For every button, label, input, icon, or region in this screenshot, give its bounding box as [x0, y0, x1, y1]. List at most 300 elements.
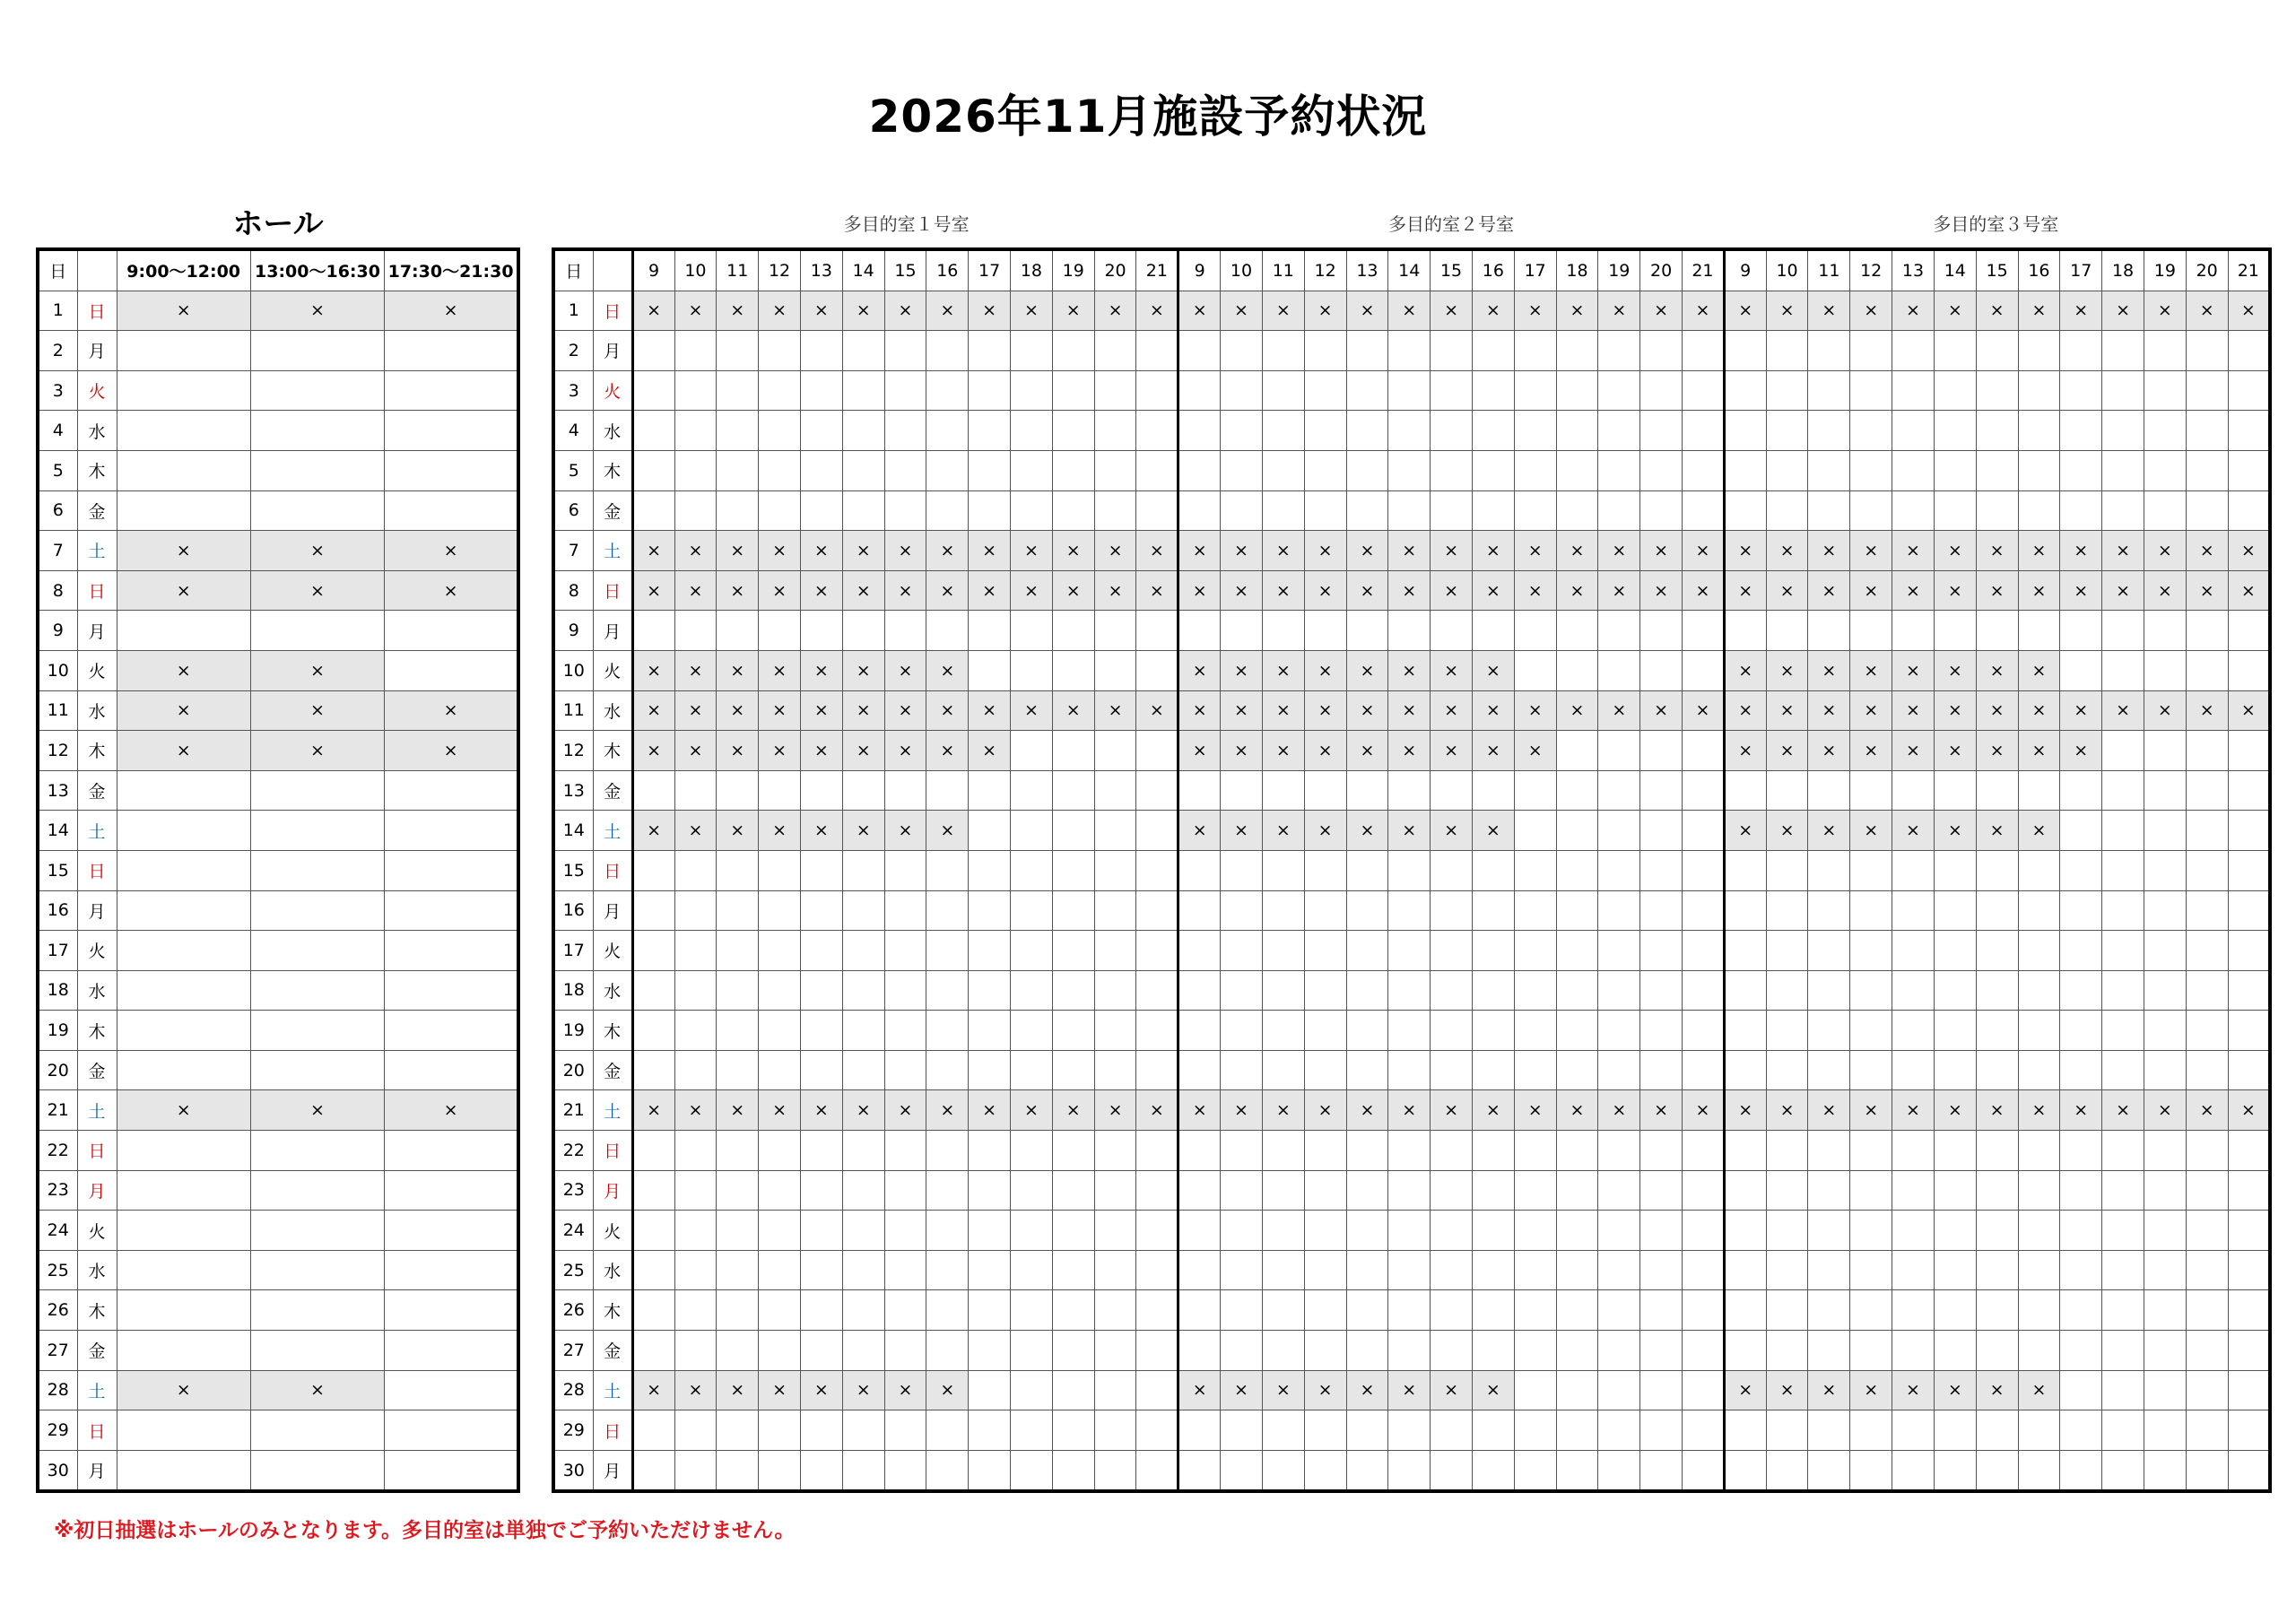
hall-slot-cell[interactable]	[385, 411, 518, 451]
room-hour-cell[interactable]: ×	[1178, 811, 1221, 851]
room-hour-cell[interactable]	[1136, 331, 1178, 371]
room-hour-cell[interactable]	[1724, 331, 1766, 371]
room-hour-cell[interactable]: ×	[800, 731, 842, 771]
hall-slot-cell[interactable]: ×	[250, 531, 384, 571]
room-hour-cell[interactable]	[1011, 611, 1053, 651]
room-hour-cell[interactable]	[1472, 1170, 1514, 1211]
room-hour-cell[interactable]	[2018, 1450, 2060, 1491]
room-hour-cell[interactable]	[2060, 1331, 2102, 1371]
room-hour-cell[interactable]	[800, 611, 842, 651]
room-hour-cell[interactable]	[1556, 450, 1598, 490]
room-hour-cell[interactable]	[1136, 731, 1178, 771]
room-hour-cell[interactable]	[1388, 850, 1431, 890]
room-hour-cell[interactable]	[1976, 370, 2018, 411]
room-hour-cell[interactable]	[1934, 331, 1976, 371]
room-hour-cell[interactable]	[1178, 1331, 1221, 1371]
room-hour-cell[interactable]	[674, 450, 717, 490]
hall-slot-cell[interactable]	[385, 1370, 518, 1410]
room-hour-cell[interactable]	[674, 331, 717, 371]
room-hour-cell[interactable]	[1976, 450, 2018, 490]
room-hour-cell[interactable]	[1892, 1170, 1935, 1211]
hall-slot-cell[interactable]	[250, 1450, 384, 1491]
room-hour-cell[interactable]	[2144, 1450, 2186, 1491]
room-hour-cell[interactable]: ×	[717, 731, 759, 771]
hall-slot-cell[interactable]: ×	[117, 650, 250, 690]
room-hour-cell[interactable]	[2102, 1050, 2144, 1090]
room-hour-cell[interactable]	[926, 450, 969, 490]
room-hour-cell[interactable]	[800, 1011, 842, 1051]
room-hour-cell[interactable]: ×	[1850, 1090, 1892, 1131]
room-hour-cell[interactable]	[674, 490, 717, 531]
room-hour-cell[interactable]	[926, 370, 969, 411]
room-hour-cell[interactable]	[717, 1290, 759, 1331]
room-hour-cell[interactable]	[2228, 1050, 2270, 1090]
room-hour-cell[interactable]	[1976, 770, 2018, 811]
room-hour-cell[interactable]: ×	[1136, 291, 1178, 331]
room-hour-cell[interactable]	[1766, 890, 1808, 931]
room-hour-cell[interactable]: ×	[1640, 1090, 1683, 1131]
room-hour-cell[interactable]	[2018, 850, 2060, 890]
hall-slot-cell[interactable]: ×	[385, 1090, 518, 1131]
room-hour-cell[interactable]	[674, 1250, 717, 1290]
room-hour-cell[interactable]	[1136, 1331, 1178, 1371]
hall-slot-cell[interactable]	[385, 1211, 518, 1251]
room-hour-cell[interactable]: ×	[1178, 690, 1221, 731]
room-hour-cell[interactable]	[1850, 370, 1892, 411]
room-hour-cell[interactable]	[2186, 1410, 2228, 1451]
room-hour-cell[interactable]: ×	[759, 531, 801, 571]
room-hour-cell[interactable]	[1598, 1011, 1640, 1051]
room-hour-cell[interactable]	[2144, 1170, 2186, 1211]
room-hour-cell[interactable]	[1683, 890, 1725, 931]
room-hour-cell[interactable]: ×	[1976, 690, 2018, 731]
room-hour-cell[interactable]	[2228, 931, 2270, 971]
room-hour-cell[interactable]	[1850, 450, 1892, 490]
room-hour-cell[interactable]	[1683, 1050, 1725, 1090]
room-hour-cell[interactable]	[1598, 1331, 1640, 1371]
room-hour-cell[interactable]: ×	[1934, 811, 1976, 851]
room-hour-cell[interactable]: ×	[1304, 811, 1346, 851]
room-hour-cell[interactable]	[800, 370, 842, 411]
room-hour-cell[interactable]	[1094, 770, 1136, 811]
room-hour-cell[interactable]	[1052, 931, 1094, 971]
room-hour-cell[interactable]: ×	[1388, 1370, 1431, 1410]
room-hour-cell[interactable]	[1262, 1170, 1304, 1211]
room-hour-cell[interactable]	[2144, 611, 2186, 651]
room-hour-cell[interactable]: ×	[1892, 1090, 1935, 1131]
room-hour-cell[interactable]	[632, 370, 674, 411]
room-hour-cell[interactable]: ×	[1808, 731, 1850, 771]
room-hour-cell[interactable]	[800, 490, 842, 531]
room-hour-cell[interactable]	[800, 450, 842, 490]
room-hour-cell[interactable]: ×	[2060, 1090, 2102, 1131]
room-hour-cell[interactable]: ×	[926, 731, 969, 771]
room-hour-cell[interactable]	[1683, 611, 1725, 651]
room-hour-cell[interactable]: ×	[1221, 650, 1263, 690]
room-hour-cell[interactable]	[2228, 1170, 2270, 1211]
room-hour-cell[interactable]	[969, 850, 1011, 890]
room-hour-cell[interactable]	[1136, 450, 1178, 490]
room-hour-cell[interactable]: ×	[717, 811, 759, 851]
room-hour-cell[interactable]	[969, 411, 1011, 451]
room-hour-cell[interactable]	[1556, 611, 1598, 651]
room-hour-cell[interactable]	[1011, 1011, 1053, 1051]
room-hour-cell[interactable]: ×	[717, 650, 759, 690]
room-hour-cell[interactable]	[1178, 1131, 1221, 1171]
room-hour-cell[interactable]	[1850, 1131, 1892, 1171]
room-hour-cell[interactable]	[674, 970, 717, 1011]
room-hour-cell[interactable]	[1934, 1050, 1976, 1090]
room-hour-cell[interactable]: ×	[1304, 291, 1346, 331]
room-hour-cell[interactable]	[1052, 370, 1094, 411]
hall-slot-cell[interactable]	[117, 1011, 250, 1051]
hall-slot-cell[interactable]	[385, 450, 518, 490]
room-hour-cell[interactable]	[1934, 1290, 1976, 1331]
room-hour-cell[interactable]	[1472, 931, 1514, 971]
room-hour-cell[interactable]	[1052, 970, 1094, 1011]
room-hour-cell[interactable]: ×	[800, 690, 842, 731]
room-hour-cell[interactable]	[1640, 850, 1683, 890]
room-hour-cell[interactable]: ×	[1766, 291, 1808, 331]
room-hour-cell[interactable]	[1892, 970, 1935, 1011]
room-hour-cell[interactable]	[1683, 1131, 1725, 1171]
room-hour-cell[interactable]: ×	[717, 570, 759, 611]
room-hour-cell[interactable]: ×	[1850, 811, 1892, 851]
room-hour-cell[interactable]	[2102, 890, 2144, 931]
room-hour-cell[interactable]	[2228, 370, 2270, 411]
room-hour-cell[interactable]	[2060, 811, 2102, 851]
hall-slot-cell[interactable]	[117, 1050, 250, 1090]
room-hour-cell[interactable]	[1598, 611, 1640, 651]
room-hour-cell[interactable]	[1221, 1011, 1263, 1051]
room-hour-cell[interactable]	[1304, 931, 1346, 971]
room-hour-cell[interactable]: ×	[1472, 1090, 1514, 1131]
room-hour-cell[interactable]	[1346, 1211, 1388, 1251]
room-hour-cell[interactable]: ×	[800, 650, 842, 690]
room-hour-cell[interactable]	[1178, 1410, 1221, 1451]
room-hour-cell[interactable]	[1640, 611, 1683, 651]
room-hour-cell[interactable]	[2144, 770, 2186, 811]
room-hour-cell[interactable]	[759, 1050, 801, 1090]
room-hour-cell[interactable]	[1934, 970, 1976, 1011]
room-hour-cell[interactable]: ×	[2186, 570, 2228, 611]
room-hour-cell[interactable]	[759, 450, 801, 490]
room-hour-cell[interactable]	[1598, 1211, 1640, 1251]
room-hour-cell[interactable]	[1892, 1211, 1935, 1251]
room-hour-cell[interactable]	[1640, 331, 1683, 371]
hall-slot-cell[interactable]: ×	[250, 1090, 384, 1131]
room-hour-cell[interactable]	[2186, 450, 2228, 490]
room-hour-cell[interactable]	[1892, 1250, 1935, 1290]
room-hour-cell[interactable]	[1431, 411, 1473, 451]
room-hour-cell[interactable]	[1094, 370, 1136, 411]
room-hour-cell[interactable]: ×	[1346, 1370, 1388, 1410]
room-hour-cell[interactable]: ×	[632, 531, 674, 571]
room-hour-cell[interactable]: ×	[1221, 570, 1263, 611]
room-hour-cell[interactable]	[1976, 1331, 2018, 1371]
room-hour-cell[interactable]	[1683, 370, 1725, 411]
hall-slot-cell[interactable]	[385, 931, 518, 971]
room-hour-cell[interactable]	[2018, 1410, 2060, 1451]
room-hour-cell[interactable]	[2102, 411, 2144, 451]
room-hour-cell[interactable]	[1514, 770, 1556, 811]
room-hour-cell[interactable]	[2186, 650, 2228, 690]
room-hour-cell[interactable]: ×	[1808, 811, 1850, 851]
room-hour-cell[interactable]	[2144, 331, 2186, 371]
room-hour-cell[interactable]	[1094, 731, 1136, 771]
room-hour-cell[interactable]	[800, 850, 842, 890]
room-hour-cell[interactable]	[759, 331, 801, 371]
room-hour-cell[interactable]: ×	[2102, 531, 2144, 571]
room-hour-cell[interactable]	[926, 1410, 969, 1451]
room-hour-cell[interactable]: ×	[632, 690, 674, 731]
room-hour-cell[interactable]	[1598, 650, 1640, 690]
room-hour-cell[interactable]	[2018, 1211, 2060, 1251]
room-hour-cell[interactable]	[2060, 1450, 2102, 1491]
room-hour-cell[interactable]	[1221, 1410, 1263, 1451]
room-hour-cell[interactable]	[884, 411, 926, 451]
room-hour-cell[interactable]	[1221, 611, 1263, 651]
room-hour-cell[interactable]	[1262, 490, 1304, 531]
room-hour-cell[interactable]	[2228, 1410, 2270, 1451]
room-hour-cell[interactable]	[1472, 1410, 1514, 1451]
room-hour-cell[interactable]	[884, 1250, 926, 1290]
room-hour-cell[interactable]	[1556, 1410, 1598, 1451]
room-hour-cell[interactable]	[1766, 331, 1808, 371]
room-hour-cell[interactable]: ×	[759, 570, 801, 611]
room-hour-cell[interactable]	[1388, 370, 1431, 411]
room-hour-cell[interactable]: ×	[674, 570, 717, 611]
hall-slot-cell[interactable]	[250, 931, 384, 971]
room-hour-cell[interactable]	[1052, 1011, 1094, 1051]
room-hour-cell[interactable]	[2144, 650, 2186, 690]
room-hour-cell[interactable]	[2060, 1250, 2102, 1290]
room-hour-cell[interactable]	[1472, 770, 1514, 811]
room-hour-cell[interactable]	[1556, 731, 1598, 771]
room-hour-cell[interactable]	[2102, 1170, 2144, 1211]
room-hour-cell[interactable]: ×	[2228, 690, 2270, 731]
room-hour-cell[interactable]	[1934, 1450, 1976, 1491]
room-hour-cell[interactable]	[1683, 650, 1725, 690]
room-hour-cell[interactable]	[2186, 890, 2228, 931]
room-hour-cell[interactable]	[1556, 811, 1598, 851]
room-hour-cell[interactable]	[1388, 970, 1431, 1011]
room-hour-cell[interactable]	[1262, 370, 1304, 411]
room-hour-cell[interactable]	[1556, 650, 1598, 690]
room-hour-cell[interactable]	[1724, 1050, 1766, 1090]
room-hour-cell[interactable]	[1304, 1211, 1346, 1251]
room-hour-cell[interactable]	[1431, 1131, 1473, 1171]
room-hour-cell[interactable]	[1388, 890, 1431, 931]
room-hour-cell[interactable]	[2018, 1131, 2060, 1171]
room-hour-cell[interactable]: ×	[2228, 570, 2270, 611]
room-hour-cell[interactable]: ×	[1052, 531, 1094, 571]
room-hour-cell[interactable]	[1766, 370, 1808, 411]
room-hour-cell[interactable]	[1178, 331, 1221, 371]
hall-slot-cell[interactable]	[117, 850, 250, 890]
hall-slot-cell[interactable]	[250, 1250, 384, 1290]
room-hour-cell[interactable]	[1094, 1170, 1136, 1211]
room-hour-cell[interactable]	[1052, 811, 1094, 851]
room-hour-cell[interactable]: ×	[800, 811, 842, 851]
room-hour-cell[interactable]	[969, 650, 1011, 690]
room-hour-cell[interactable]	[1136, 850, 1178, 890]
room-hour-cell[interactable]	[2060, 1131, 2102, 1171]
room-hour-cell[interactable]	[1766, 411, 1808, 451]
room-hour-cell[interactable]: ×	[1598, 690, 1640, 731]
room-hour-cell[interactable]: ×	[2018, 291, 2060, 331]
room-hour-cell[interactable]	[1094, 450, 1136, 490]
room-hour-cell[interactable]	[1304, 970, 1346, 1011]
room-hour-cell[interactable]	[1052, 1211, 1094, 1251]
room-hour-cell[interactable]	[1934, 1131, 1976, 1171]
room-hour-cell[interactable]: ×	[1850, 650, 1892, 690]
room-hour-cell[interactable]	[1262, 850, 1304, 890]
hall-slot-cell[interactable]	[385, 650, 518, 690]
room-hour-cell[interactable]: ×	[800, 1370, 842, 1410]
room-hour-cell[interactable]: ×	[926, 570, 969, 611]
room-hour-cell[interactable]	[1221, 331, 1263, 371]
room-hour-cell[interactable]	[1892, 890, 1935, 931]
room-hour-cell[interactable]	[2018, 1250, 2060, 1290]
hall-slot-cell[interactable]	[385, 890, 518, 931]
room-hour-cell[interactable]	[2228, 411, 2270, 451]
room-hour-cell[interactable]: ×	[1514, 690, 1556, 731]
hall-slot-cell[interactable]	[250, 850, 384, 890]
room-hour-cell[interactable]: ×	[1178, 731, 1221, 771]
room-hour-cell[interactable]	[1221, 1050, 1263, 1090]
room-hour-cell[interactable]	[1431, 1331, 1473, 1371]
room-hour-cell[interactable]	[1850, 850, 1892, 890]
room-hour-cell[interactable]	[1976, 331, 2018, 371]
room-hour-cell[interactable]	[1724, 1250, 1766, 1290]
room-hour-cell[interactable]	[926, 1450, 969, 1491]
room-hour-cell[interactable]	[1346, 611, 1388, 651]
room-hour-cell[interactable]: ×	[1556, 690, 1598, 731]
room-hour-cell[interactable]	[1304, 490, 1346, 531]
room-hour-cell[interactable]	[969, 770, 1011, 811]
room-hour-cell[interactable]	[1640, 370, 1683, 411]
room-hour-cell[interactable]	[842, 1211, 884, 1251]
room-hour-cell[interactable]: ×	[1850, 531, 1892, 571]
room-hour-cell[interactable]: ×	[969, 1090, 1011, 1131]
room-hour-cell[interactable]	[1766, 850, 1808, 890]
room-hour-cell[interactable]: ×	[1850, 690, 1892, 731]
room-hour-cell[interactable]	[2186, 1450, 2228, 1491]
room-hour-cell[interactable]	[1346, 1410, 1388, 1451]
room-hour-cell[interactable]	[2144, 1410, 2186, 1451]
room-hour-cell[interactable]	[759, 890, 801, 931]
room-hour-cell[interactable]	[2228, 770, 2270, 811]
room-hour-cell[interactable]	[1892, 1450, 1935, 1491]
room-hour-cell[interactable]	[1724, 1011, 1766, 1051]
room-hour-cell[interactable]	[1136, 1250, 1178, 1290]
room-hour-cell[interactable]: ×	[1472, 650, 1514, 690]
room-hour-cell[interactable]: ×	[1221, 811, 1263, 851]
room-hour-cell[interactable]	[884, 1450, 926, 1491]
room-hour-cell[interactable]	[1808, 450, 1850, 490]
room-hour-cell[interactable]	[1724, 1450, 1766, 1491]
room-hour-cell[interactable]	[1346, 970, 1388, 1011]
room-hour-cell[interactable]: ×	[1892, 731, 1935, 771]
room-hour-cell[interactable]	[1976, 611, 2018, 651]
room-hour-cell[interactable]: ×	[1766, 570, 1808, 611]
room-hour-cell[interactable]	[1808, 1250, 1850, 1290]
room-hour-cell[interactable]	[1850, 1290, 1892, 1331]
room-hour-cell[interactable]: ×	[1934, 1090, 1976, 1131]
room-hour-cell[interactable]: ×	[1052, 570, 1094, 611]
hall-slot-cell[interactable]: ×	[385, 570, 518, 611]
room-hour-cell[interactable]	[1262, 1250, 1304, 1290]
room-hour-cell[interactable]	[969, 611, 1011, 651]
room-hour-cell[interactable]	[1514, 1370, 1556, 1410]
room-hour-cell[interactable]	[1346, 1011, 1388, 1051]
room-hour-cell[interactable]	[2018, 1290, 2060, 1331]
room-hour-cell[interactable]: ×	[884, 811, 926, 851]
room-hour-cell[interactable]	[2102, 1011, 2144, 1051]
room-hour-cell[interactable]: ×	[2144, 570, 2186, 611]
room-hour-cell[interactable]	[1598, 1450, 1640, 1491]
room-hour-cell[interactable]	[1221, 490, 1263, 531]
hall-slot-cell[interactable]: ×	[117, 570, 250, 611]
room-hour-cell[interactable]	[842, 490, 884, 531]
room-hour-cell[interactable]	[1640, 890, 1683, 931]
room-hour-cell[interactable]	[1346, 1131, 1388, 1171]
room-hour-cell[interactable]	[632, 1450, 674, 1491]
room-hour-cell[interactable]: ×	[969, 570, 1011, 611]
room-hour-cell[interactable]: ×	[1514, 1090, 1556, 1131]
room-hour-cell[interactable]	[1976, 490, 2018, 531]
room-hour-cell[interactable]: ×	[1431, 650, 1473, 690]
room-hour-cell[interactable]	[1178, 611, 1221, 651]
room-hour-cell[interactable]	[1724, 1290, 1766, 1331]
hall-slot-cell[interactable]	[250, 1331, 384, 1371]
room-hour-cell[interactable]: ×	[1178, 531, 1221, 571]
hall-slot-cell[interactable]: ×	[385, 690, 518, 731]
room-hour-cell[interactable]	[1221, 1290, 1263, 1331]
room-hour-cell[interactable]	[632, 1410, 674, 1451]
room-hour-cell[interactable]: ×	[1431, 811, 1473, 851]
room-hour-cell[interactable]	[717, 450, 759, 490]
room-hour-cell[interactable]	[759, 1410, 801, 1451]
room-hour-cell[interactable]	[1514, 411, 1556, 451]
room-hour-cell[interactable]: ×	[1934, 531, 1976, 571]
room-hour-cell[interactable]	[2186, 331, 2228, 371]
room-hour-cell[interactable]	[1514, 931, 1556, 971]
room-hour-cell[interactable]	[1514, 331, 1556, 371]
room-hour-cell[interactable]	[1178, 850, 1221, 890]
room-hour-cell[interactable]	[2102, 650, 2144, 690]
room-hour-cell[interactable]	[1556, 970, 1598, 1011]
room-hour-cell[interactable]	[1514, 611, 1556, 651]
room-hour-cell[interactable]	[1388, 331, 1431, 371]
hall-slot-cell[interactable]	[250, 1410, 384, 1451]
room-hour-cell[interactable]: ×	[1346, 1090, 1388, 1131]
hall-slot-cell[interactable]	[385, 770, 518, 811]
room-hour-cell[interactable]	[926, 1290, 969, 1331]
room-hour-cell[interactable]	[759, 1011, 801, 1051]
room-hour-cell[interactable]	[1892, 611, 1935, 651]
room-hour-cell[interactable]: ×	[800, 1090, 842, 1131]
room-hour-cell[interactable]	[1934, 1011, 1976, 1051]
room-hour-cell[interactable]	[842, 970, 884, 1011]
hall-slot-cell[interactable]	[117, 770, 250, 811]
hall-slot-cell[interactable]	[385, 850, 518, 890]
room-hour-cell[interactable]: ×	[717, 1090, 759, 1131]
room-hour-cell[interactable]: ×	[1431, 690, 1473, 731]
room-hour-cell[interactable]	[2102, 1290, 2144, 1331]
room-hour-cell[interactable]	[1221, 450, 1263, 490]
